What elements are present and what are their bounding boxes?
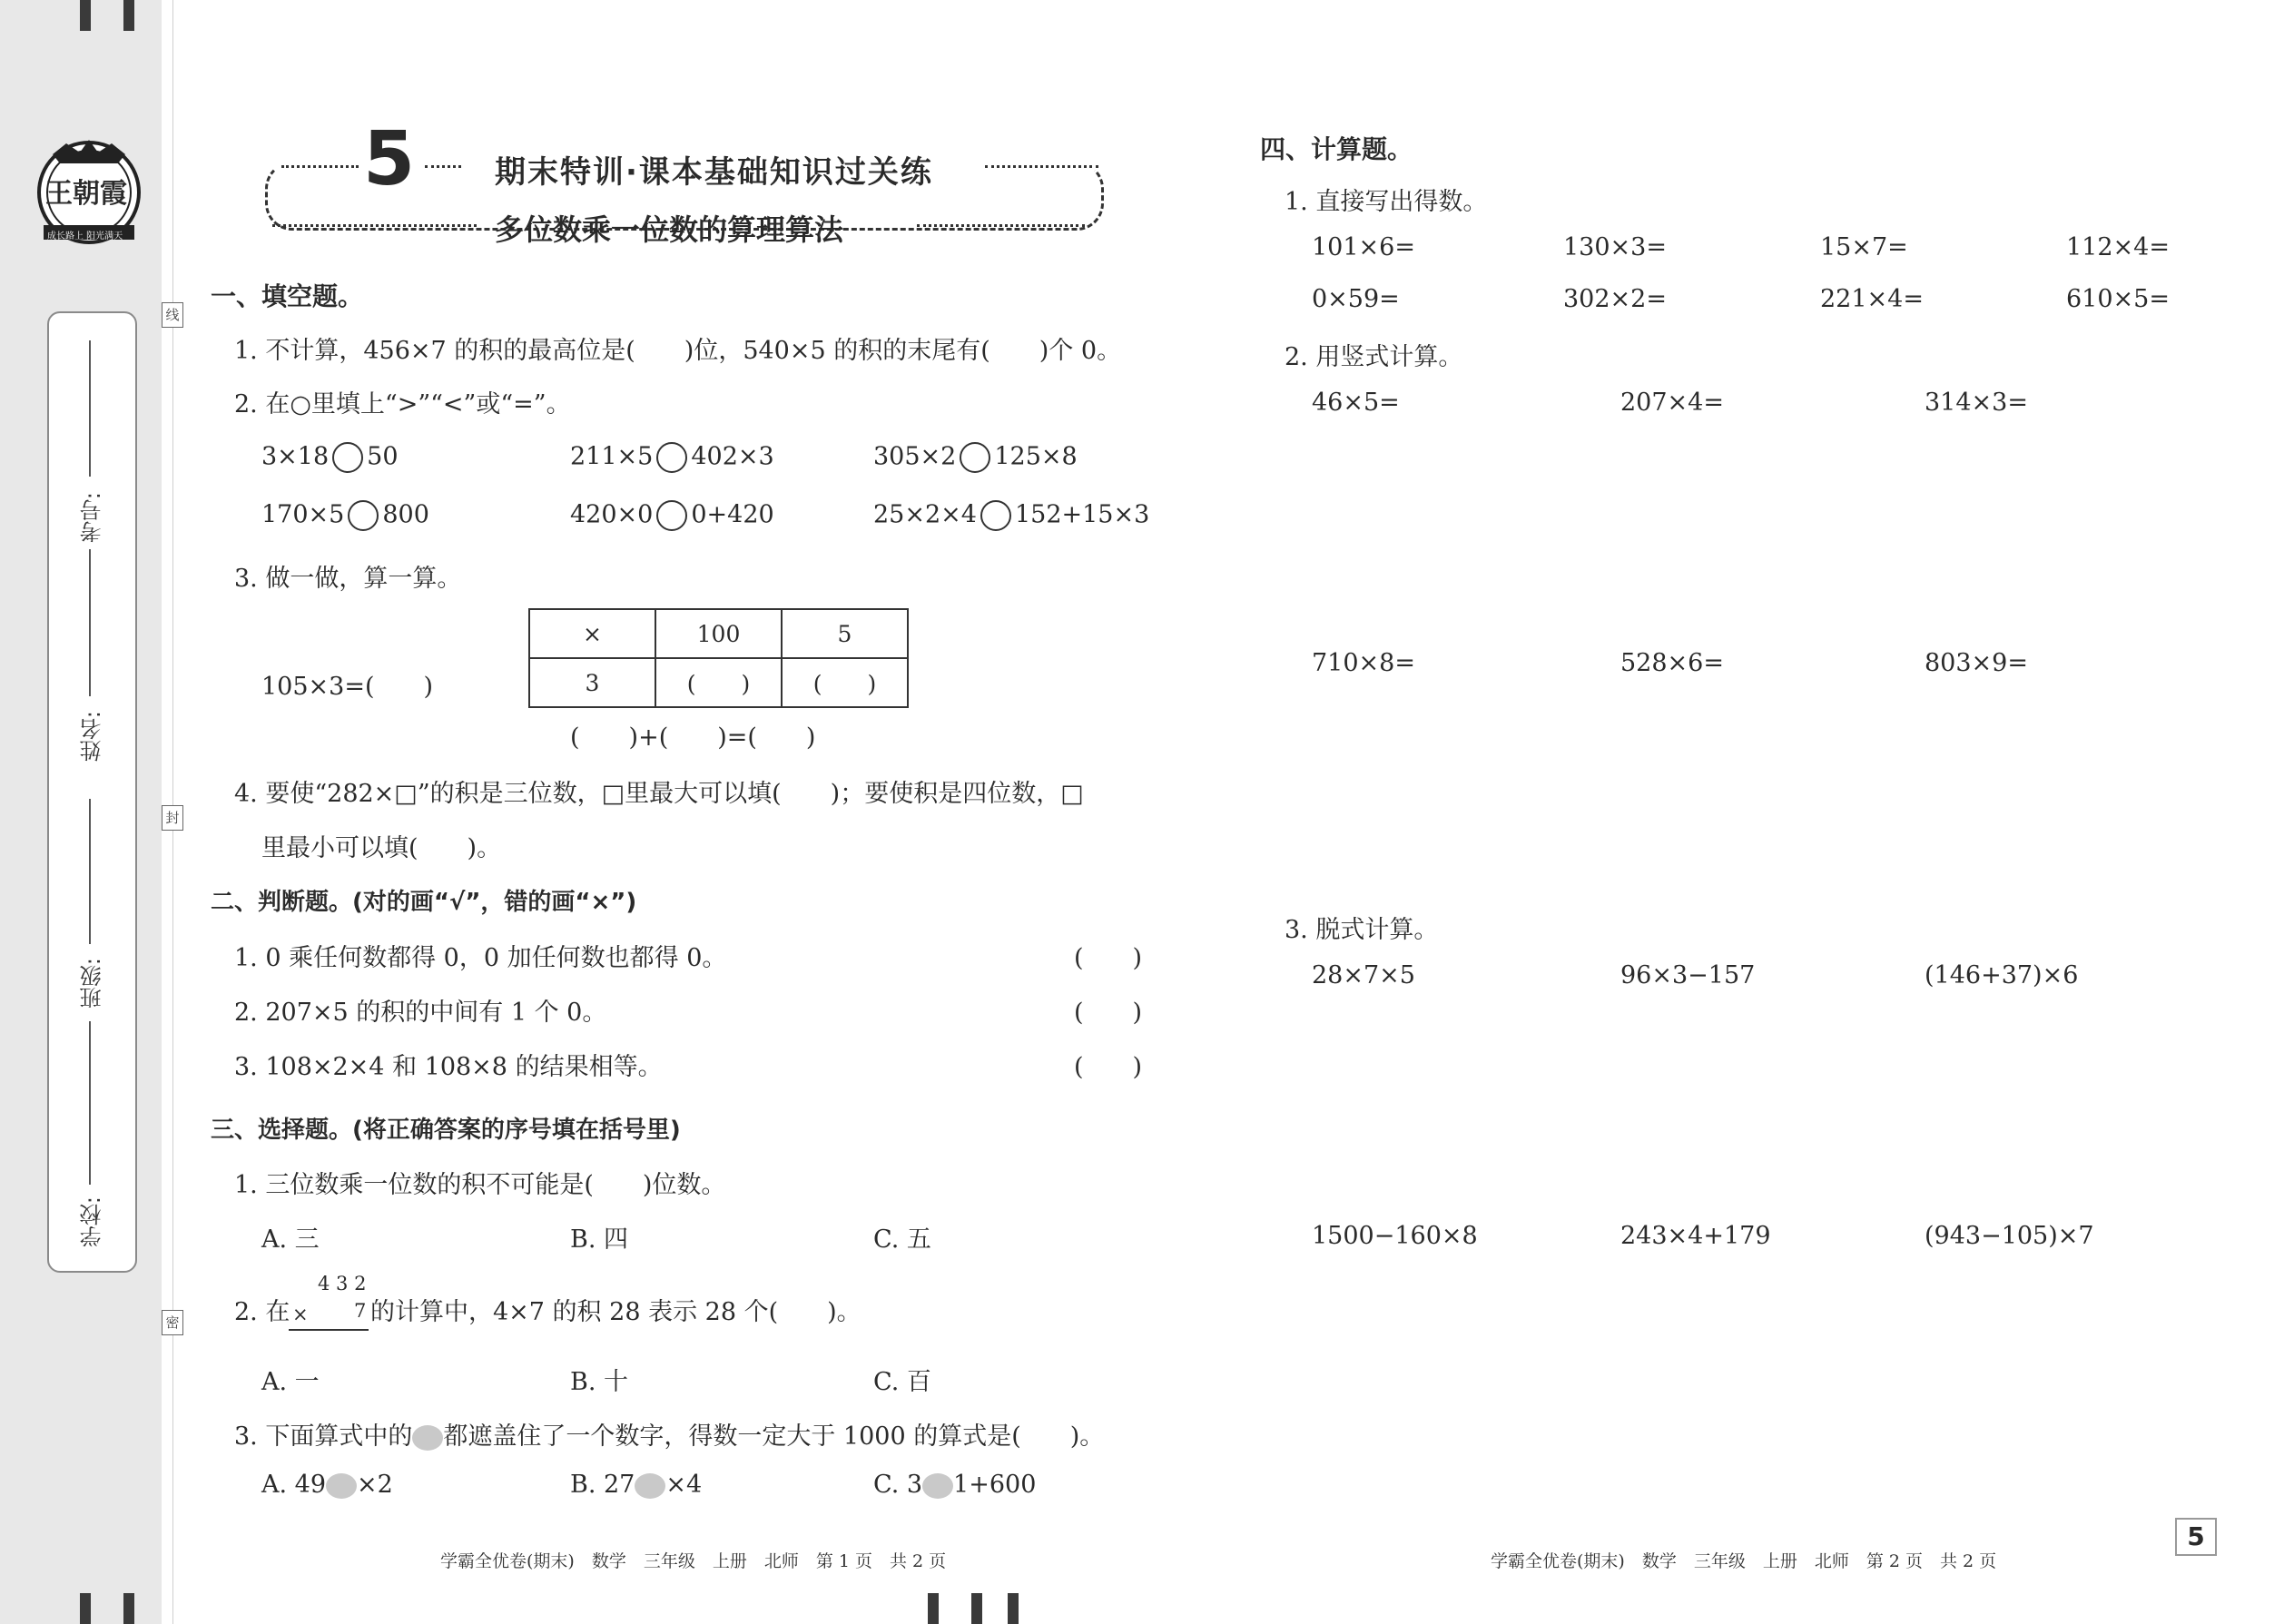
sub-question-1: 1. 直接写出得数。 [1285, 188, 1488, 216]
vertical-calc-item[interactable]: 46×5= [1312, 389, 1400, 417]
table-head-cell: 100 [655, 609, 782, 658]
compare-circle[interactable] [656, 442, 687, 473]
choice-option[interactable]: B. 四 [570, 1225, 629, 1254]
ink-blot-icon [922, 1473, 953, 1499]
name-field[interactable] [89, 549, 91, 696]
vertical-multiplication-bottom: 7 [354, 1300, 367, 1322]
compare-right: 152+15×3 [1014, 500, 1150, 529]
oral-calc-item[interactable]: 0×59= [1312, 285, 1400, 313]
exam-number-field[interactable] [89, 340, 91, 477]
student-info-box [47, 311, 137, 1273]
header-dots-bl [272, 224, 477, 227]
table-answer-cell[interactable]: ( ) [655, 658, 782, 707]
q3-expression[interactable]: 105×3=( ) [261, 673, 434, 701]
vertical-calc-item[interactable]: 314×3= [1925, 389, 2028, 417]
oral-calc-item[interactable]: 302×2= [1563, 285, 1667, 313]
cut-mark-seal: 封 [162, 805, 183, 831]
ink-blot-icon [326, 1473, 357, 1499]
vertical-multiplication-top: 4 3 2 [318, 1273, 367, 1294]
page-title: 期末特训·课本基础知识过关练 [495, 154, 933, 191]
option-post: ×2 [357, 1471, 393, 1499]
ink-blot-icon [635, 1473, 665, 1499]
choice-question-3-prefix: 3. 下面算式中的 [234, 1422, 413, 1451]
compare-left: 3×18 [261, 442, 330, 471]
step-calc-item[interactable]: (146+37)×6 [1925, 961, 2079, 989]
label-class: 班级: [80, 958, 105, 1009]
section-heading: 一、填空题。 [211, 281, 364, 311]
label-exam-number: 考号: [80, 492, 105, 544]
judge-item: 3. 108×2×4 和 108×8 的结果相等。 [234, 1053, 663, 1081]
choice-option[interactable]: C. 百 [873, 1368, 931, 1396]
option-post: ×4 [665, 1471, 703, 1499]
header-dots-br [917, 224, 1085, 227]
vertical-multiplication-rule [289, 1329, 369, 1331]
oral-calc-item[interactable]: 112×4= [2066, 233, 2170, 261]
page-number: 5 [2175, 1518, 2217, 1556]
cut-mark-line: 线 [162, 302, 183, 328]
step-calc-item[interactable]: 243×4+179 [1620, 1222, 1771, 1250]
bottom-mark [928, 1593, 939, 1624]
compare-left: 25×2×4 [873, 500, 977, 529]
page-subtitle: 多位数乘一位数的算理算法 [495, 212, 844, 247]
question-1-2: 2. 在○里填上“>”“<”或“=”。 [234, 390, 571, 418]
judge-item: 1. 0 乘任何数都得 0，0 加任何数也都得 0。 [234, 944, 727, 972]
table-head-cell: 5 [782, 609, 908, 658]
question-1-4-line1: 4. 要使“282×□”的积是三位数，□里最大可以填( )；要使积是四位数，□ [234, 780, 1084, 808]
school-field[interactable] [89, 1021, 91, 1185]
oral-calc-item[interactable]: 221×4= [1820, 285, 1924, 313]
compare-right: 402×3 [691, 442, 774, 471]
label-name: 姓名: [80, 711, 105, 763]
section-heading: 二、判断题。(对的画“√”，错的画“×”) [211, 889, 637, 916]
option-pre: B. 27 [570, 1471, 635, 1499]
choice-option[interactable] [873, 1471, 1036, 1499]
compare-right: 0+420 [691, 500, 774, 529]
step-calc-item[interactable]: (943−105)×7 [1925, 1222, 2094, 1250]
compare-item [570, 442, 774, 473]
oral-calc-item[interactable]: 610×5= [2066, 285, 2170, 313]
choice-question-2-text: 的计算中，4×7 的积 28 表示 28 个( )。 [370, 1298, 861, 1326]
compare-item [873, 442, 1078, 473]
judge-item: 2. 207×5 的积的中间有 1 个 0。 [234, 999, 607, 1027]
choice-option[interactable] [570, 1471, 702, 1499]
header-dots-mid [425, 165, 461, 168]
table-head-cell: × [529, 609, 655, 658]
choice-option[interactable] [261, 1471, 393, 1499]
question-1-3: 3. 做一做，算一算。 [234, 565, 462, 593]
compare-left: 420×0 [570, 500, 654, 529]
compare-right: 800 [382, 500, 429, 529]
oral-calc-item[interactable]: 15×7= [1820, 233, 1908, 261]
compare-circle[interactable] [980, 500, 1011, 531]
header-dots-left [281, 165, 359, 168]
bottom-mark [971, 1593, 982, 1624]
table-cell: 3 [529, 658, 655, 707]
vertical-calc-item[interactable]: 207×4= [1620, 389, 1724, 417]
vertical-calc-item[interactable]: 803×9= [1925, 649, 2028, 677]
section-heading: 三、选择题。(将正确答案的序号填在括号里) [211, 1117, 681, 1144]
choice-option[interactable]: A. 一 [261, 1368, 320, 1396]
compare-item [873, 500, 1149, 531]
sub-question-3: 3. 脱式计算。 [1285, 916, 1439, 944]
compare-left: 305×2 [873, 442, 957, 471]
compare-right: 50 [367, 442, 399, 471]
judge-answer[interactable]: ( ) [1074, 944, 1143, 972]
choice-question-3 [234, 1416, 1104, 1452]
ink-blot-icon [412, 1425, 443, 1451]
vertical-multiplication-sign: × [292, 1304, 309, 1325]
corner-bar [123, 0, 134, 31]
header-dots-right [985, 165, 1098, 168]
choice-question-1: 1. 三位数乘一位数的积不可能是( )位数。 [234, 1171, 726, 1199]
corner-bar [123, 1593, 134, 1624]
step-calc-item[interactable]: 1500−160×8 [1312, 1222, 1478, 1250]
label-school: 学校: [80, 1196, 105, 1248]
judge-answer[interactable]: ( ) [1074, 999, 1143, 1027]
class-field[interactable] [89, 799, 91, 944]
section-heading: 四、计算题。 [1260, 134, 1413, 164]
choice-option[interactable]: B. 十 [570, 1368, 629, 1396]
compare-item [570, 500, 774, 531]
step-calc-item[interactable]: 96×3−157 [1620, 961, 1756, 989]
vertical-calc-item[interactable]: 710×8= [1312, 649, 1415, 677]
oral-calc-item[interactable]: 101×6= [1312, 233, 1415, 261]
choice-option[interactable]: C. 五 [873, 1225, 931, 1254]
compare-right: 125×8 [994, 442, 1078, 471]
oral-calc-item[interactable]: 130×3= [1563, 233, 1667, 261]
judge-answer[interactable]: ( ) [1074, 1053, 1143, 1081]
compare-circle[interactable] [656, 500, 687, 531]
logo-name: 王朝霞 [45, 178, 127, 210]
q3-sum[interactable]: ( )+( )=( ) [570, 723, 816, 752]
option-pre: C. 3 [873, 1471, 923, 1499]
compare-left: 211×5 [570, 442, 654, 471]
compare-left: 170×5 [261, 500, 345, 529]
section-number: 5 [363, 116, 416, 202]
table-answer-cell[interactable]: ( ) [782, 658, 908, 707]
question-1-1: 1. 不计算，456×7 的积的最高位是( )位，540×5 的积的末尾有( )个 0。 [234, 337, 1122, 365]
step-calc-item[interactable]: 28×7×5 [1312, 961, 1415, 989]
compare-circle[interactable] [332, 442, 363, 473]
choice-question-3-text: 都遮盖住了一个数字，得数一定大于 1000 的算式是( )。 [443, 1422, 1105, 1451]
option-post: 1+600 [953, 1471, 1037, 1499]
corner-bar [80, 1593, 91, 1624]
bottom-mark [1008, 1593, 1019, 1624]
compare-item [261, 500, 429, 531]
choice-option[interactable]: A. 三 [261, 1225, 320, 1254]
sub-question-2: 2. 用竖式计算。 [1285, 343, 1463, 371]
choice-question-2-prefix: 2. 在 [234, 1298, 290, 1326]
cut-mark-secret: 密 [162, 1310, 183, 1335]
footer-left: 学霸全优卷(期末) 数学 三年级 上册 北师 第 1 页 共 2 页 [440, 1551, 947, 1571]
option-pre: A. 49 [261, 1471, 327, 1499]
logo-ribbon: 成长路上 阳光满天 [47, 231, 123, 241]
vertical-calc-item[interactable]: 528×6= [1620, 649, 1724, 677]
compare-circle[interactable] [960, 442, 990, 473]
corner-bar [80, 0, 91, 31]
compare-circle[interactable] [348, 500, 379, 531]
multiplication-table [528, 608, 909, 708]
question-1-4-line2: 里最小可以填( )。 [261, 834, 502, 862]
footer-right: 学霸全优卷(期末) 数学 三年级 上册 北师 第 2 页 共 2 页 [1491, 1551, 1997, 1571]
compare-item [261, 442, 399, 473]
